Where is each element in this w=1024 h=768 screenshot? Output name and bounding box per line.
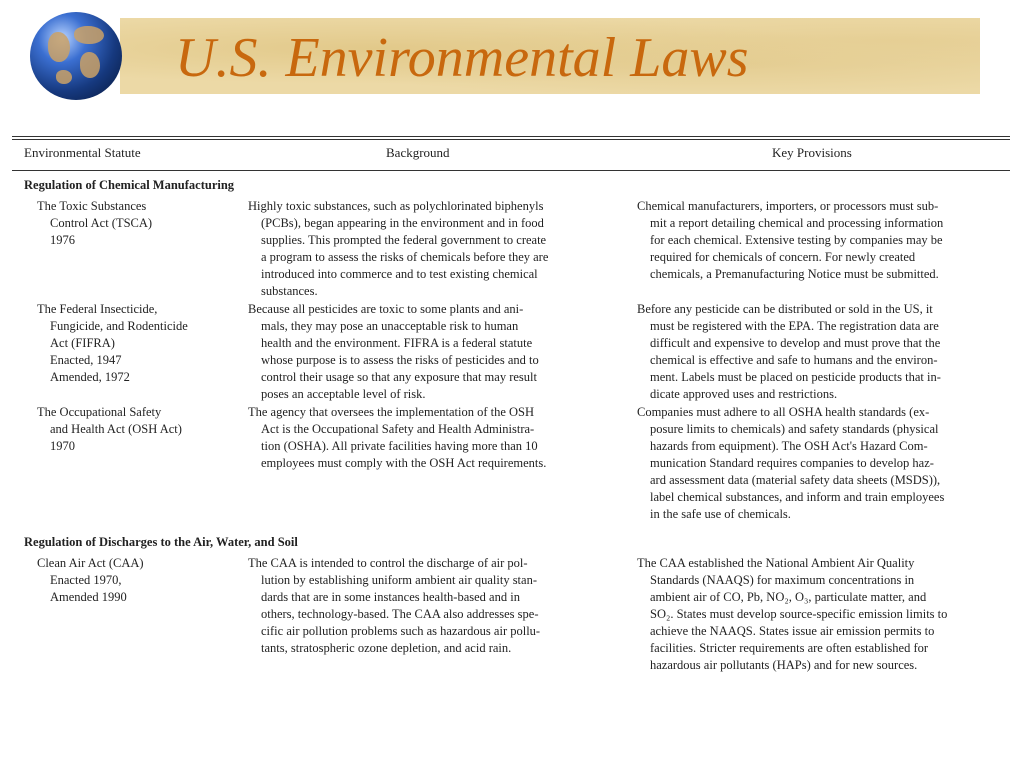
statute-line: and Health Act (OSH Act) [50,422,182,436]
statute-line: The Federal Insecticide, [37,302,158,316]
statute-cell [37,555,144,606]
provisions-line: dicate approved uses and restrictions. [650,387,838,401]
provisions-cell [637,555,947,674]
provisions-line: must be registered with the EPA. The registration data are [650,319,939,333]
background-line: (PCBs), began appearing in the environment and in food [261,216,544,230]
table-top-rule [12,136,1010,137]
provisions-line: ard assessment data (material safety data sheets (MSDS)), [650,473,941,487]
statute-line: The Toxic Substances [37,199,147,213]
background-line: The CAA is intended to control the discharge of air pol- [248,556,528,570]
page-title: U.S. Environmental Laws [175,27,749,89]
provisions-cell [637,404,944,523]
section-heading: Regulation of Discharges to the Air, Water, and Soil [24,535,298,549]
statute-line: The Occupational Safety [37,405,162,419]
statute-line: Act (FIFRA) [50,336,115,350]
statute-line: Enacted, 1947 [50,353,122,367]
provisions-line: difficult and expensive to develop and must prove that the [650,336,941,350]
provisions-line: Before any pesticide can be distributed or sold in the US, it [637,302,933,316]
statute-line: Amended 1990 [50,590,127,604]
background-line: Highly toxic substances, such as polychlorinated biphenyls [248,199,544,213]
header-rule [12,170,1010,171]
background-line: a program to assess the risks of chemicals before they are [261,250,549,264]
background-cell [248,555,540,657]
header-provisions: Key Provisions [772,145,852,160]
background-line: control their usage so that any exposure that may result [261,370,537,384]
provisions-line: The CAA established the National Ambient Air Quality [637,556,915,570]
statute-cell [37,404,182,455]
provisions-line: chemicals, a Premanufacturing Notice must be submitted. [650,267,939,281]
background-line: poses an acceptable level of risk. [261,387,426,401]
background-line: cific air pollution problems such as hazardous air pollu- [261,624,541,638]
provisions-line: hazards from equipment). The OSH Act's Hazard Com- [650,439,928,453]
statute-cell [37,198,152,249]
background-cell [248,301,539,403]
background-line: whose purpose is to assess the risks of pesticides and to [261,353,539,367]
provisions-cell [637,301,941,403]
header-background: Background [386,145,450,160]
provisions-line: ment. Labels must be placed on pesticide products that in- [650,370,941,384]
background-line: lution by establishing uniform ambient air quality stan- [261,573,537,587]
background-line: supplies. This prompted the federal government to create [261,233,547,247]
background-line: substances. [261,284,318,298]
statute-line: Amended, 1972 [50,370,130,384]
background-line: tants, stratospheric ozone depletion, and acid rain. [261,641,512,655]
provisions-line: SO₂. States must develop source-specific emission limits to [650,607,948,621]
background-cell [248,404,546,472]
statute-line: 1970 [50,439,75,453]
background-line: health and the environment. FIFRA is a federal statute [261,336,533,350]
provisions-line: Standards (NAAQS) for maximum concentrations in [650,573,915,587]
provisions-line: munication Standard requires companies to develop haz- [650,456,934,470]
provisions-line: achieve the NAAQS. States issue air emission permits to [650,624,935,638]
statute-line: Fungicide, and Rodenticide [50,319,188,333]
background-line: The agency that oversees the implementation of the OSH [248,405,535,419]
provisions-cell [637,198,943,283]
provisions-line: chemical is effective and safe to humans and the environ- [650,353,938,367]
statute-line: 1976 [50,233,75,247]
provisions-line: required for chemicals of concern. For newly created [650,250,916,264]
statute-line: Enacted 1970, [50,573,122,587]
statute-line: Clean Air Act (CAA) [37,556,144,570]
provisions-line: for each chemical. Extensive testing by companies may be [650,233,943,247]
provisions-line: posure limits to chemicals) and safety standards (physical [650,422,939,436]
background-line: dards that are in some instances health-based and in [261,590,520,604]
provisions-line: in the safe use of chemicals. [650,507,791,521]
table-top-rule-2 [12,139,1010,140]
statute-line: Control Act (TSCA) [50,216,153,230]
globe-logo-icon [30,12,122,100]
background-line: introduced into commerce and to test existing chemical [261,267,538,281]
background-line: Because all pesticides are toxic to some plants and ani- [248,302,524,316]
background-line: Act is the Occupational Safety and Health Administra- [261,422,535,436]
background-cell [248,198,548,300]
provisions-line: Companies must adhere to all OSHA health standards (ex- [637,405,930,419]
background-line: others, technology-based. The CAA also addresses spe- [261,607,539,621]
provisions-line: facilities. Stricter requirements are often established for [650,641,929,655]
provisions-line: ambient air of CO, Pb, NO₂, O₃, particulate matter, and [650,590,927,604]
provisions-line: Chemical manufacturers, importers, or processors must sub- [637,199,939,213]
section-heading: Regulation of Chemical Manufacturing [24,178,235,192]
header-statute: Environmental Statute [24,145,141,160]
provisions-line: mit a report detailing chemical and processing information [650,216,944,230]
background-line: mals, they may pose an unacceptable risk to human [261,319,519,333]
background-line: tion (OSHA). All private facilities having more than 10 [261,439,538,453]
background-line: employees must comply with the OSH Act requirements. [261,456,547,470]
provisions-line: hazardous air pollutants (HAPs) and for new sources. [650,658,918,672]
statute-cell [37,301,188,386]
provisions-line: label chemical substances, and inform and train employees [650,490,945,504]
